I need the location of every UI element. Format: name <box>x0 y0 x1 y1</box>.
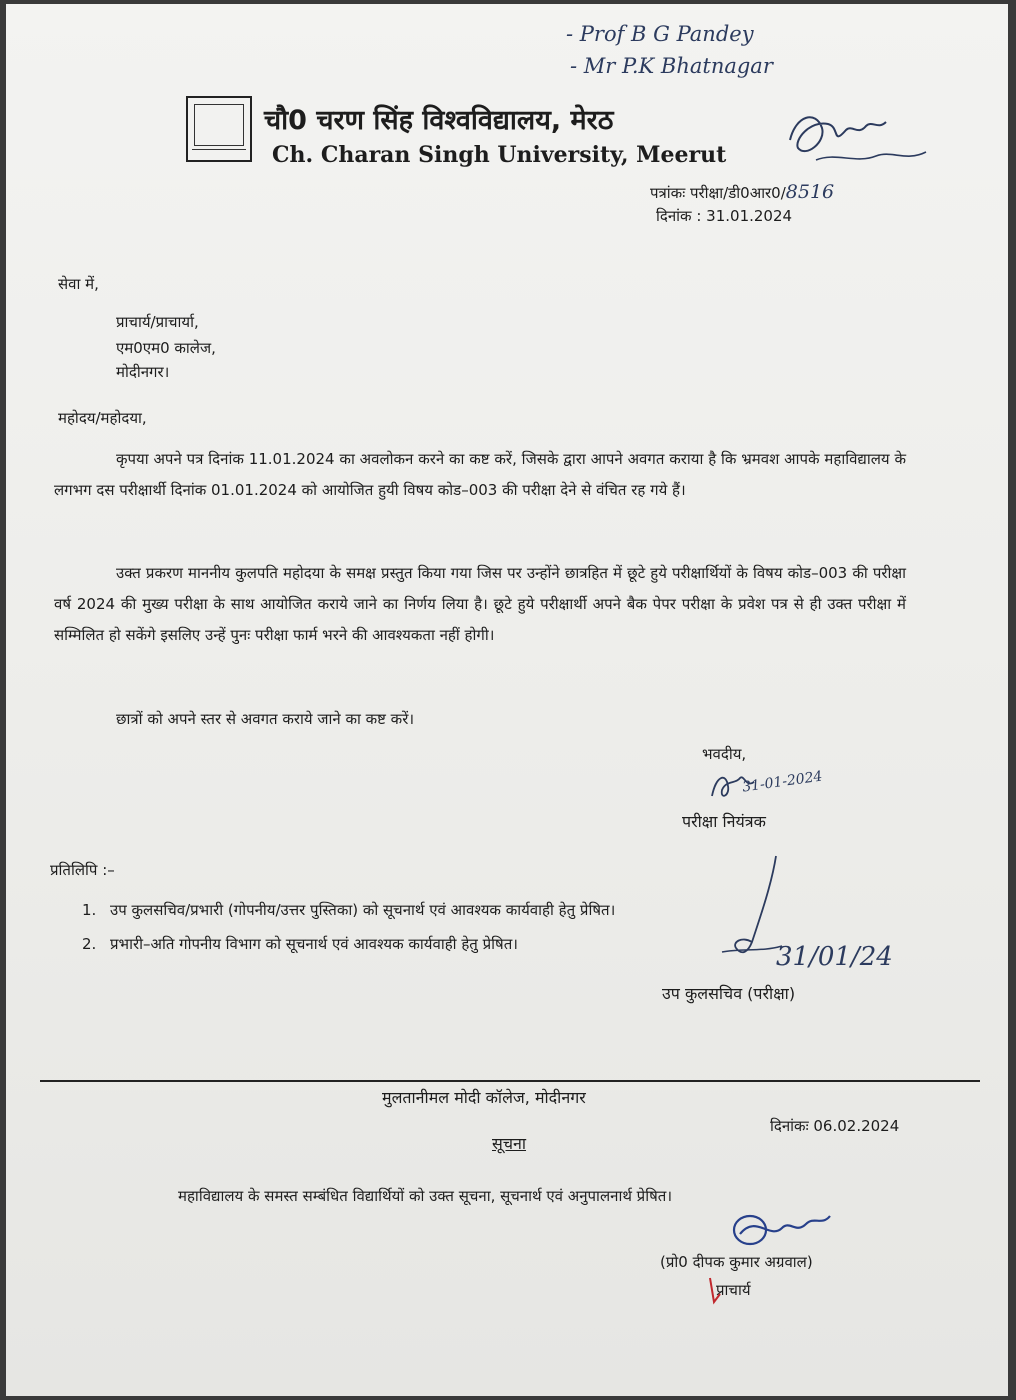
handwritten-note <box>566 18 773 82</box>
handwritten-note-line2: - Mr P.K Bhatnagar <box>570 54 773 78</box>
copy-to-item-2-text: प्रभारी–अति गोपनीय विभाग को सूचनार्थ एवं आवश्यक कार्यवाही हेतु प्रेषित। <box>110 935 518 953</box>
address-line3: मोदीनगर। <box>116 363 170 381</box>
greeting: महोदय/महोदया, <box>58 409 147 427</box>
body-paragraph-3-text: छात्रों को अपने स्तर से अवगत कराये जाने का कष्ट करें। <box>116 710 415 728</box>
deputy-registrar-date: 31/01/24 <box>776 942 893 972</box>
college-name: मुलतानीमल मोदी कॉलेज, मोदीनगर <box>382 1088 586 1107</box>
body-paragraph-1 <box>54 444 906 506</box>
body-paragraph-2 <box>54 558 906 651</box>
principal-signature-scribble <box>776 100 936 180</box>
copy-to-item-1-number: 1. <box>82 901 97 919</box>
letter-page <box>6 4 1008 1396</box>
section-divider <box>40 1080 980 1082</box>
notice-title: सूचना <box>492 1134 527 1153</box>
controller-designation: परीक्षा नियंत्रक <box>682 812 766 831</box>
college-principal-signature <box>726 1204 846 1254</box>
copy-to-item-1 <box>82 900 615 920</box>
red-tick-mark <box>706 1274 726 1306</box>
copy-to-item-2-number: 2. <box>82 935 97 953</box>
notice-text: महाविद्यालय के समस्त सम्बंधित विद्यार्थियों को उक्त सूचना, सूचनार्थ एवं अनुपालनार्थ प्रेषित। <box>178 1187 673 1205</box>
closing-yours: भवदीय, <box>702 745 747 763</box>
reference-number <box>650 182 834 203</box>
address-line2: एम0एम0 कालेज, <box>116 339 216 357</box>
body-paragraph-1-text: कृपया अपने पत्र दिनांक 11.01.2024 का अवलोकन करने का कष्ट करें, जिसके द्वारा आपने अवगत कराया है कि भ्रमवश आपके महाविद्यालय के लगभग दस परीक्षार्थी दिनांक 01.01.2024 को आयोजित हुयी विषय कोड–003 की परीक्षा देने से वंचित रह गये हैं। <box>54 450 906 499</box>
reference-handwritten-number: 8516 <box>785 181 835 203</box>
reference-date: दिनांक : 31.01.2024 <box>656 207 793 225</box>
copy-to-label: प्रतिलिपि :– <box>50 861 115 879</box>
university-name-hindi: चौ0 चरण सिंह विश्वविद्यालय, मेरठ <box>264 105 614 136</box>
university-logo <box>186 96 252 162</box>
copy-to-item-2 <box>82 934 518 954</box>
college-principal-designation: प्राचार्य <box>716 1281 751 1299</box>
notice-date: दिनांकः 06.02.2024 <box>770 1117 900 1135</box>
reference-label: पत्रांकः परीक्षा/डी0आर0/ <box>650 184 786 202</box>
handwritten-note-line1: - Prof B G Pandey <box>566 22 754 46</box>
deputy-registrar-designation: उप कुलसचिव (परीक्षा) <box>662 984 796 1003</box>
controller-signature-date: 31-01-2024 <box>741 768 824 796</box>
copy-to-item-1-text: उप कुलसचिव/प्रभारी (गोपनीय/उत्तर पुस्तिका) को सूचनार्थ एवं आवश्यक कार्यवाही हेतु प्रेषित। <box>110 901 616 919</box>
body-paragraph-2-text: उक्त प्रकरण माननीय कुलपति महोदया के समक्ष प्रस्तुत किया गया जिस पर उन्होंने छात्रहित में छूटे हुये परीक्षार्थियों के विषय कोड–003 की परीक्षा वर्ष 2024 की मुख्य परीक्षा के साथ आयोजित कराये जाने का निर्णय लिया है। छूटे हुये परीक्षार्थी अपने बैक पेपर परीक्षा के प्रवेश पत्र से ही उक्त परीक्षा में सम्मिलित हो सकेंगे इसलिए उन्हें पुनः परीक्षा फार्म भरने की आवश्यकता नहीं होगी। <box>54 564 906 644</box>
body-paragraph-3 <box>54 704 906 735</box>
university-name-english: Ch. Charan Singh University, Meerut <box>272 142 727 168</box>
salutation-to: सेवा में, <box>58 275 99 293</box>
college-principal-name: (प्रो0 दीपक कुमार अग्रवाल) <box>660 1253 813 1271</box>
address-line1: प्राचार्य/प्राचार्या, <box>116 313 199 331</box>
